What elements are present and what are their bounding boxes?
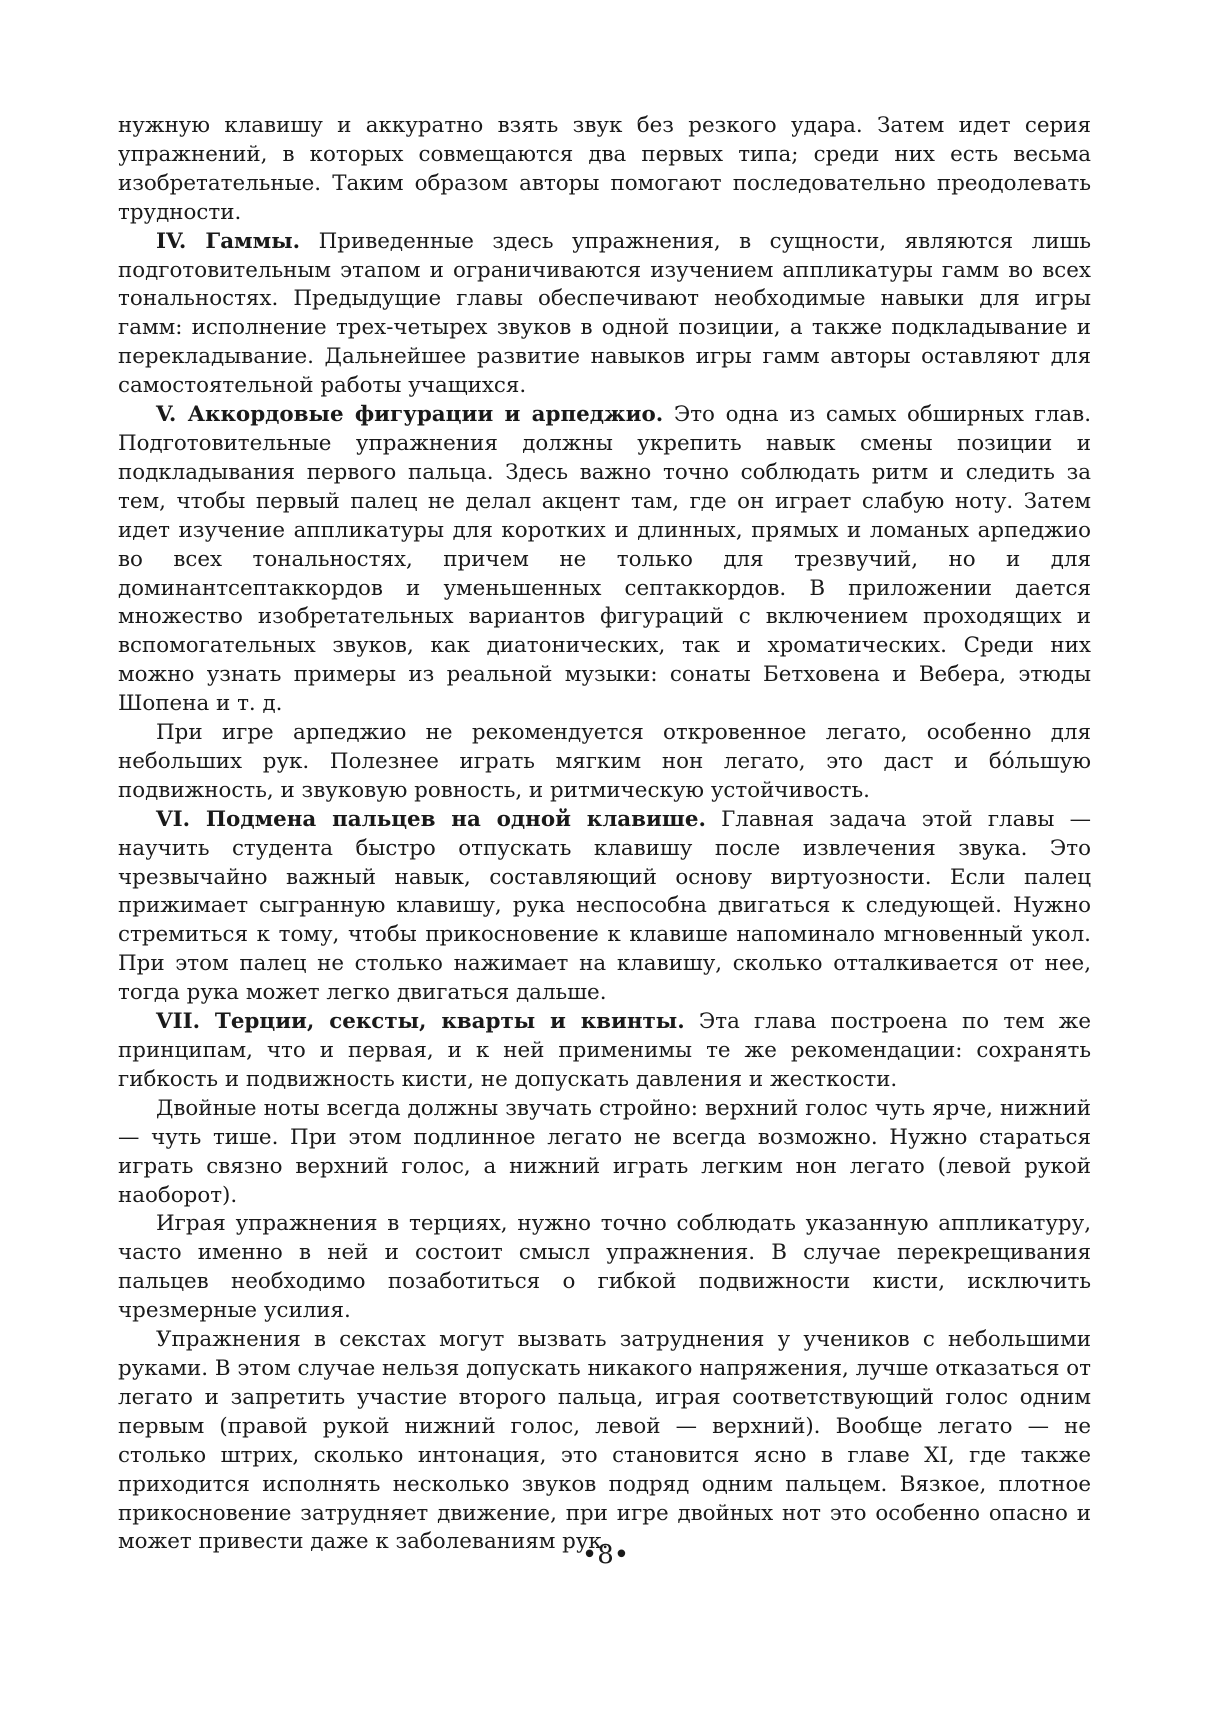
paragraph-text: нужную клавишу и аккуратно взять звук без резкого удара. Затем идет серия упражнений, в которых совмещаются два первых типа; среди них есть весьма изобретательные. Таким образом авторы помогают последовательно преодолевать трудности.: [118, 113, 1091, 225]
paragraph-text: Приведенные здесь упражнения, в сущности, являются лишь подготовительным этапом и ограничиваются изучением аппликатуры гамм во всех тональностях. Предыдущие главы обеспечивают необходимые навыки для игры гамм: исполнение трех-четырех звуков в одной позиции, а также подкладывание и перекладывание. Дальнейшее развитие навыков игры гамм авторы оставляют для самостоятельной работы учащихся.: [118, 228, 1092, 399]
paragraph-text: Двойные ноты всегда должны звучать стройно: верхний голос чуть ярче, нижний — чуть тише. При этом подлинное легато не всегда возможно. Нужно стараться играть связно верхний голос, а нижний играть легким нон легато (левой рукой наоборот).: [118, 1095, 1091, 1208]
section-heading-arpeggio: V. Аккордовые фигурации и арпеджио.: [156, 402, 664, 428]
paragraph-text: Упражнения в секстах могут вызвать затруднения у учеников с небольшими руками. В этом случае нельзя допускать никакого напряжения, лучше отказаться от легато и запретить участие второго пальца, играя соответствующий голос одним первым (правой рукой нижний голос, левой — верхний). Вообще легато — не столько штрих, сколько интонация, это становится ясно в главе XI, где также приходится исполнять несколько звуков подряд одним пальцем. Вязкое, плотное прикосновение затрудняет движение, при игре двойных нот это особенно опасно и может привести даже к заболеваниям рук.: [118, 1327, 1091, 1555]
section-heading-finger-substitution: VI. Подмена пальцев на одной клавише.: [156, 806, 706, 832]
section-heading-scales: IV. Гаммы.: [156, 228, 301, 254]
paragraph-thirds: [118, 1210, 1091, 1326]
paragraph-continuation: [118, 112, 1091, 228]
paragraph-sixths: [118, 1326, 1091, 1557]
paragraph-double-notes-voicing: [118, 1095, 1091, 1211]
paragraph-text: При игре арпеджио не рекомендуется откровенное легато, особенно для небольших рук. Полезнее играть мягким нон легато, это даст и бóльшую подвижность, и звуковую ровность, и ритмическую устойчивость.: [118, 720, 1091, 803]
paragraph-finger-substitution: [118, 806, 1091, 1008]
paragraph-text: Это одна из самых обширных глав. Подготовительные упражнения должны укрепить навык смены позиции и подкладывания первого пальца. Здесь важно точно соблюдать ритм и следить за тем, чтобы первый палец не делал акцент там, где он играет слабую ноту. Затем идет изучение аппликатуры для коротких и длинных, прямых и ломаных арпеджио во всех тональностях, причем не только для трезвучий, но и для доминантсептаккордов и уменьшенных септаккордов. В приложении дается множество изобретательных вариантов фигураций с включением проходящих и вспомогательных звуков, как диатонических, так и хроматических. Среди них можно узнать примеры из реальной музыки: сонаты Бетховена и Вебера, этюды Шопена и т. д.: [118, 402, 1091, 717]
paragraph-scales: [118, 228, 1091, 401]
paragraph-arpeggio: [118, 401, 1091, 719]
document-body: [118, 112, 1091, 1557]
section-heading-double-notes: VII. Терции, сексты, кварты и квинты.: [156, 1009, 685, 1035]
paragraph-double-notes: [118, 1008, 1091, 1095]
paragraph-text: Играя упражнения в терциях, нужно точно соблюдать указанную аппликатуру, часто именно в ней и состоит смысл упражнения. В случае перекрещивания пальцев необходимо позаботиться о гибкой подвижности кисти, исключить чрезмерные усилия.: [118, 1211, 1091, 1324]
paragraph-text: Эта глава построена по тем же принципам, что и первая, и к ней применимы те же рекомендации: сохранять гибкость и подвижность кисти, не допускать давления и жесткости.: [118, 1009, 1092, 1092]
paragraph-text: Главная задача этой главы — научить студента быстро отпускать клавишу после извлечения звука. Это чрезвычайно важный навык, составляющий основу виртуозности. Если палец прижимает сыгранную клавишу, рука неспособна двигаться к следующей. Нужно стремиться к тому, чтобы прикосновение к клавише напоминало мгновенный укол. При этом палец не столько нажимает на клавишу, сколько отталкивается от нее, тогда рука может легко двигаться дальше.: [118, 806, 1091, 1006]
paragraph-arpeggio-legato: [118, 719, 1091, 806]
page-number: •8•: [581, 1540, 630, 1570]
